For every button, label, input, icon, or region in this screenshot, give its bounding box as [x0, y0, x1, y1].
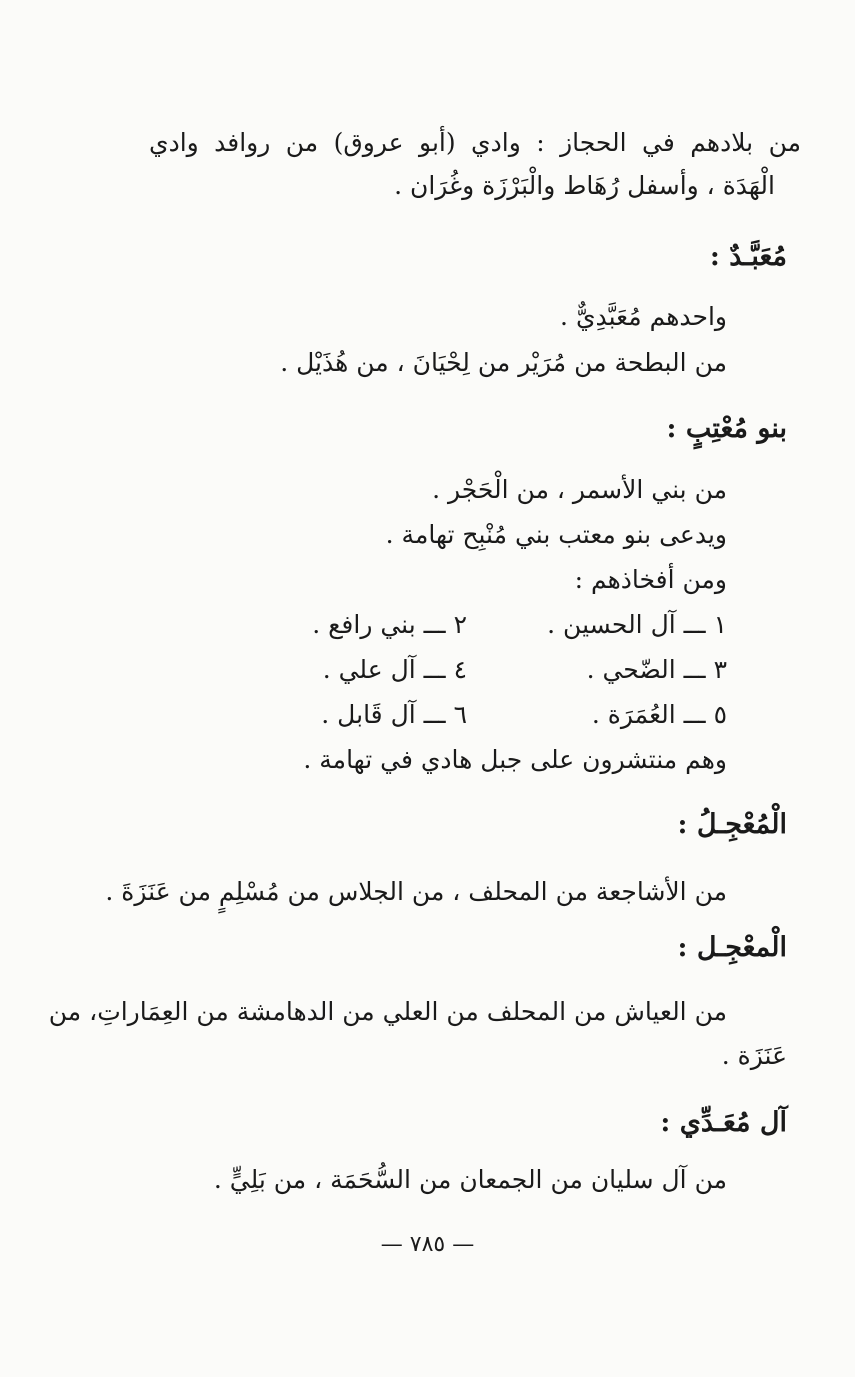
intro-line-2: الْهَدَة ، وأسفل رُهَاط والْبَرْزَة وغُرَان . [394, 171, 775, 200]
entry-heading: الْمعْجِـل : [677, 932, 787, 963]
entry-heading: آل مُعَـدِّي : [660, 1107, 787, 1138]
clan-list-item: ٦ ـــ آل قَابل . [321, 700, 467, 729]
entry-text-line: وهم منتشرون على جبل هادي في تهامة . [303, 745, 727, 774]
entry-text-line: من بني الأسمر ، من الْحَجْر . [432, 475, 727, 504]
clan-list-item: ٢ ـــ بني رافع . [312, 610, 467, 639]
entry-heading: مُعَبَّـدٌ : [709, 241, 787, 272]
entry-text-line: من آل سليان من الجمعان من السُّحَمَة ، من بَلِيٍّ . [213, 1165, 727, 1194]
entry-text-line: من البطحة من مُرَيْر من لِحْيَانَ ، من هُذَيْل . [280, 348, 727, 377]
entry-text-line: ومن أفخاذهم : [574, 565, 727, 594]
clan-list-item: ١ ـــ آل الحسين . [547, 610, 727, 639]
page-number: — ٧٨٥ — [380, 1232, 475, 1257]
entry-text-line: من العياش من المحلف من العلي من الدهامشة من العِمَاراتِ، من [48, 997, 727, 1026]
entry-text-line: واحدهم مُعَبَّدِيٌّ . [560, 302, 727, 331]
clan-list-item: ٣ ـــ الضّحي . [586, 655, 727, 684]
entry-text-line: من الأشاجعة من المحلف ، من الجلاس من مُسْلِمٍ من عَنَزَةَ . [105, 877, 727, 906]
intro-line-1: من بلادهم في الحجاز : وادي (أبو عروق) من روافد وادي [149, 128, 801, 157]
entry-text-line: عَنَزَة . [721, 1041, 787, 1070]
clan-list-item: ٥ ـــ العُمَرَة . [591, 700, 727, 729]
clan-list-item: ٤ ـــ آل علي . [322, 655, 467, 684]
entry-text-line: ويدعى بنو معتب بني مُنْبِح تهامة . [385, 520, 727, 549]
entry-heading: بنو مُعْتِبٍ : [666, 413, 787, 444]
entry-heading: الْمُعْجِـلُ : [677, 809, 787, 840]
